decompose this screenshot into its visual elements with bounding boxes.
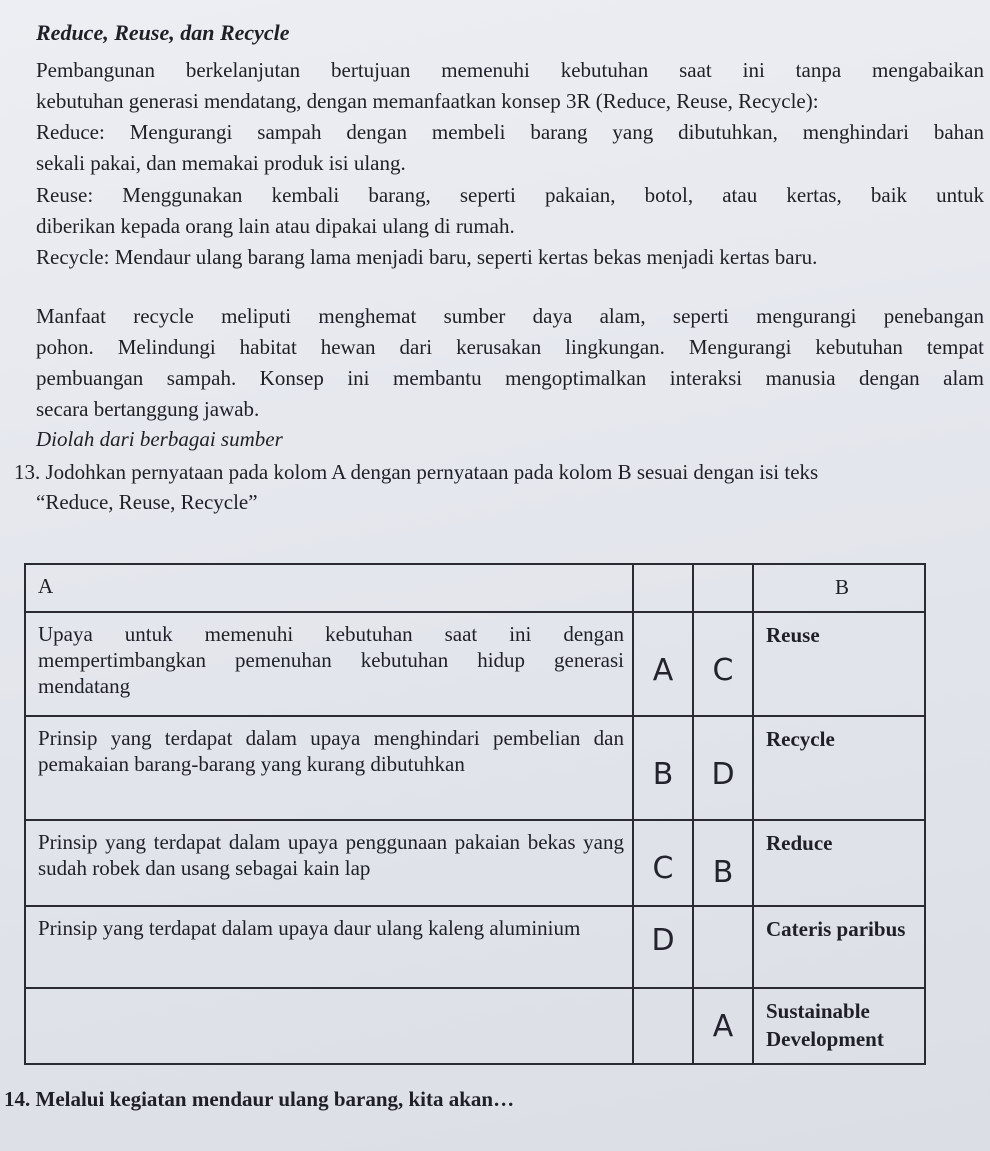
statement-a: Prinsip yang terdapat dalam upaya daur ulang kaleng aluminium <box>25 906 633 988</box>
question-13-subtitle: “Reduce, Reuse, Recycle” <box>36 490 258 514</box>
statement-b: Sustainable Development <box>753 988 925 1064</box>
header-column-b: B <box>753 564 925 612</box>
handwritten-answer: A <box>712 1009 734 1044</box>
answer-cell-right[interactable] <box>693 906 753 988</box>
table-row <box>25 612 925 716</box>
question-13-text: 13. Jodohkan pernyataan pada kolom A dengan pernyataan pada kolom B sesuai dengan isi teks <box>14 460 819 484</box>
paragraph-line: secara bertanggung jawab. <box>36 397 260 421</box>
table-row <box>25 988 925 1064</box>
handwritten-answer: D <box>651 923 675 958</box>
table-header-row <box>25 564 925 612</box>
paragraph-line: Reduce: Mengurangi sampah dengan membeli barang yang dibutuhkan, menghindari bahan <box>36 120 984 144</box>
statement-a <box>25 988 633 1064</box>
handwritten-answer: C <box>712 653 734 688</box>
source-note: Diolah dari berbagai sumber <box>36 427 283 451</box>
paragraph-line: kebutuhan generasi mendatang, dengan memanfaatkan konsep 3R (Reduce, Reuse, Recycle): <box>36 89 819 113</box>
handwritten-answer: B <box>652 757 674 792</box>
statement-b: Reuse <box>753 612 925 716</box>
paragraph-line: Manfaat recycle meliputi menghemat sumber daya alam, seperti mengurangi penebangan <box>36 304 984 328</box>
statement-a: Prinsip yang terdapat dalam upaya menghindari pembelian dan pemakaian barang-barang yang kurang dibutuhkan <box>25 716 633 820</box>
table-row <box>25 820 925 906</box>
answer-cell-left[interactable] <box>633 820 693 906</box>
statement-b: Reduce <box>753 820 925 906</box>
handwritten-answer: B <box>712 855 734 890</box>
answer-cell-left[interactable] <box>633 988 693 1064</box>
question-14-text: 14. Melalui kegiatan mendaur ulang barang, kita akan… <box>4 1087 515 1111</box>
answer-cell-right[interactable] <box>693 988 753 1064</box>
answer-cell-left[interactable] <box>633 716 693 820</box>
answer-cell-right[interactable] <box>693 612 753 716</box>
handwritten-answer: C <box>652 851 674 886</box>
handwritten-answer: D <box>711 757 735 792</box>
answer-cell-right[interactable] <box>693 716 753 820</box>
statement-b: Cateris paribus <box>753 906 925 988</box>
handwritten-answer: A <box>652 653 674 688</box>
answer-cell-left[interactable] <box>633 906 693 988</box>
paragraph-line: pohon. Melindungi habitat hewan dari kerusakan lingkungan. Mengurangi kebutuhan tempat <box>36 335 984 359</box>
header-blank-left <box>633 564 693 612</box>
text-title: Reduce, Reuse, dan Recycle <box>36 20 290 45</box>
paragraph-line: Recycle: Mendaur ulang barang lama menjadi baru, seperti kertas bekas menjadi kertas baru. <box>36 245 818 269</box>
matching-table <box>24 563 926 1065</box>
statement-a: Upaya untuk memenuhi kebutuhan saat ini dengan mempertimbangkan pemenuhan kebutuhan hidup generasi mendatang <box>25 612 633 716</box>
header-column-a: A <box>25 564 633 612</box>
paragraph-line: diberikan kepada orang lain atau dipakai ulang di rumah. <box>36 214 515 238</box>
table-row <box>25 716 925 820</box>
answer-cell-right[interactable] <box>693 820 753 906</box>
paragraph-line: Reuse: Menggunakan kembali barang, seperti pakaian, botol, atau kertas, baik untuk <box>36 183 984 207</box>
paragraph-line: Pembangunan berkelanjutan bertujuan memenuhi kebutuhan saat ini tanpa mengabaikan <box>36 58 984 82</box>
paragraph-line: pembuangan sampah. Konsep ini membantu mengoptimalkan interaksi manusia dengan alam <box>36 366 984 390</box>
statement-a: Prinsip yang terdapat dalam upaya penggunaan pakaian bekas yang sudah robek dan usang sebagai kain lap <box>25 820 633 906</box>
statement-b: Recycle <box>753 716 925 820</box>
table-row <box>25 906 925 988</box>
answer-cell-left[interactable] <box>633 612 693 716</box>
header-blank-right <box>693 564 753 612</box>
paragraph-line: sekali pakai, dan memakai produk isi ulang. <box>36 151 406 175</box>
